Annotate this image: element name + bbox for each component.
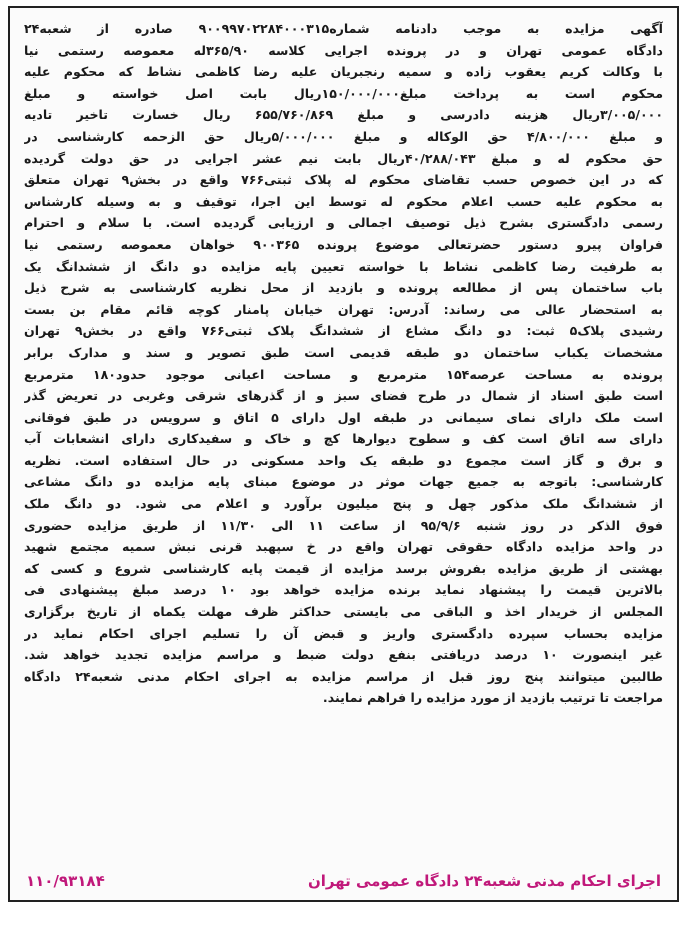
ad-text-line: باب ساختمان پس از مطالعه پرونده و بازدید از محل نظریه کارشناسی به شرح ذیل <box>24 280 663 296</box>
ad-text-line: غیر اینصورت ۱۰ درصد دریافتی بنفع دولت ضبط و مراسم مزایده تجدید خواهد شد. <box>24 647 663 663</box>
ad-text-line: رشیدی پلاک۵ ثبت: دو دانگ مشاع از ششدانگ پلاک ثبتی۷۶۶ واقع در بخش۹ تهران <box>24 323 663 339</box>
ad-text-line: آگهی مزایده به موجب دادنامه شماره۹۰۰۹۹۷۰۲۲۸۴۰۰۰۳۱۵ صادره از شعبه۲۴ <box>24 21 663 36</box>
ad-text-line: مشخصات یکباب ساختمان دو طبقه قدیمی است طبق تصویر و سند و مدارک برابر <box>24 344 663 360</box>
ad-text-line: با وکالت کریم یعقوب زاده و سمیه رنجبریان علیه رضا کاظمی نشاط که محکوم علیه <box>24 64 663 80</box>
ad-text-line: به محکوم علیه حسب اعلام محکوم له توسط این اجرا، توقیف و به وسیله کارشناس <box>24 193 663 209</box>
ad-text-line: که در این خصوص حسب تقاضای محکوم له پلاک ثبتی۷۶۶ واقع در بخش۹ تهران متعلق <box>24 172 663 188</box>
ad-text-line: پرونده به مساحت عرصه۱۵۴ مترمربع و مساحت اعیانی موجود حدود۱۸۰ مترمربع <box>24 366 663 382</box>
ad-text-line: است ملک دارای نمای سیمانی در طبقه اول دارای ۵ اتاق و سرویس در طبق فوقانی <box>24 409 663 425</box>
ad-text-line: المجلس از خریدار اخذ و الباقی می بایستی حداکثر ظرف مهلت یکماه از تاریخ برگزاری <box>24 604 663 620</box>
ad-text-line: محکوم است به پرداخت مبلغ۱۵۰/۰۰۰/۰۰۰ریال بابت اصل خواسته و مبلغ <box>24 85 663 101</box>
ad-text-line: بهشتی از طریق مزایده بفروش برسد مزایده از قیمت پایه کارشناسی شروع و کسی که <box>24 560 663 576</box>
ad-text-line: دادگاه عمومی تهران و در پرونده اجرایی کلاسه ۳۶۵/۹۰له معموصه رستمی نیا <box>24 42 663 58</box>
ad-text-line: و برق و گاز است مجموع دو طبقه یک واحد مسکونی در حال استفاده است. نظریه <box>24 452 663 468</box>
ad-text-line: در واحد مزایده دادگاه حقوقی تهران واقع در خ سپهبد قرنی نبش سمیه مجتمع شهید <box>24 539 663 555</box>
ad-footer <box>26 868 661 894</box>
ad-text-line: طالبین میتوانند پنج روز قبل از مراسم مزایده به اجرای احکام مدنی شعبه۲۴ دادگاه <box>24 668 663 684</box>
ad-text-line: کارشناسی: باتوجه به جمیع جهات موثر در موضوع مبنای پایه مزایده دو دانگ مشاعی <box>24 474 663 490</box>
ad-text-line: فوق الذکر در روز شنبه ۹۵/۹/۶ از ساعت ۱۱ الی ۱۱/۳۰ از طریق مزایده حضوری <box>24 517 663 533</box>
footer-code: ۱۱۰/۹۳۱۸۴ <box>26 872 105 890</box>
ad-text-line: است طبق اسناد از شمال در طرح فضای سبز و از گذرهای شرقی وغربی در تعریض گذر <box>24 388 663 404</box>
ad-text-line: و مبلغ ۴/۸۰۰/۰۰۰ حق الوکاله و مبلغ ۵/۰۰۰/۰۰۰ریال حق الزحمه کارشناسی در <box>24 128 663 144</box>
ad-text-line: ۳/۰۰۵/۰۰۰ریال هزینه دادرسی و مبلغ ۶۵۵/۷۶۰/۸۶۹ ریال خسارت تاخیر تادیه <box>24 107 663 123</box>
ad-text-line: از ششدانگ ملک مذکور چهل و پنج میلیون برآورد و اعلام می شود. دو دانگ ملک <box>24 496 663 512</box>
ad-frame <box>8 6 679 902</box>
ad-text-line: رسمی دادگستری بشرح ذیل توصیف اجمالی و ارزیابی گردیده است. با سلام و احترام <box>24 215 663 231</box>
ad-text-line: بالاترین قیمت را پیشنهاد نماید برنده مزایده خواهد بود ۱۰ درصد مبلغ پیشنهادی فی <box>24 582 663 598</box>
ad-body-text <box>24 18 663 858</box>
ad-text-line: فراوان پیرو دستور حضرتعالی موضوع پرونده ۹۰۰۳۶۵ خواهان معموصه رستمی نیا <box>24 236 663 252</box>
footer-issuer: اجرای احکام مدنی شعبه۲۴ دادگاه عمومی تهران <box>307 872 661 890</box>
ad-text-line: دارای سه اتاق است کف و سطوح دیوارها کچ و خاک و سفیدکاری دارای انشعابات آب <box>24 431 663 447</box>
ad-text-line: حق محکوم له و مبلغ ۴۰/۲۸۸/۰۴۳ریال بابت نیم عشر اجرایی در حق دولت گردیده <box>24 150 663 166</box>
ad-text-line: مزایده بحساب سپرده دادگستری واریز و قبض آن را تسلیم اجرای احکام نماید در <box>24 625 663 641</box>
ad-text-line: به استحضار عالی می رساند: آدرس: تهران خیابان پامنار کوچه قائم مقام بن بست <box>24 301 663 317</box>
ad-text-line: به طرفیت رضا کاظمی نشاط با خواسته تعیین پایه مزایده دو دانگ از ششدانگ یک <box>24 258 663 274</box>
ad-text-line: مراجعت تا ترتیب بازدید از مورد مزایده را فراهم نمایند. <box>322 690 663 706</box>
